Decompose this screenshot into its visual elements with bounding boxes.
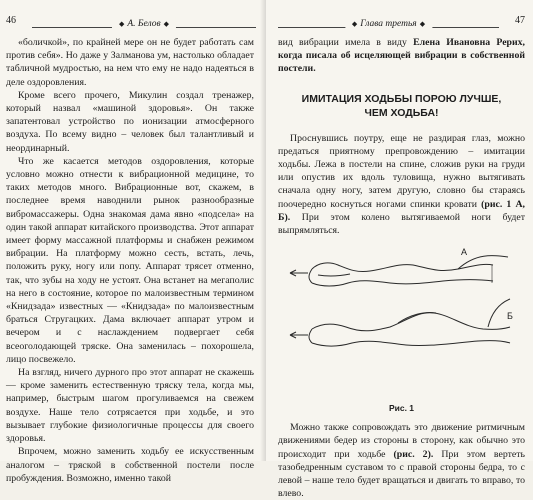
right-page-body xyxy=(278,36,525,500)
right-running-title xyxy=(345,17,432,31)
figure-caption: Рис. 1 xyxy=(388,403,415,414)
diamond-ornament-icon: ◆ xyxy=(118,20,125,28)
figure-1 xyxy=(278,243,525,415)
right-running-title-text: Глава третья xyxy=(360,19,417,29)
para2-text-end: При этом вертеть тазобедренным суставом то с правой стороны бедра, то с левой – наше тело будет вращаться и двигать то вправо, то влево. xyxy=(278,448,525,500)
left-paragraph-2: Кроме всего прочего, Микулин создал тренажер, который назвал «машиной здоровья». Он также запатентовал устройство по ионизации атмосферного воздуха. По всему видно – человек был талантливый и неординарный. xyxy=(6,89,254,154)
figure-a-drawing xyxy=(290,256,508,286)
intro-bold-text: Елена Ивановна Рерих, когда писала об исцеляющей вибрации в собственной постели. xyxy=(278,37,525,75)
left-running-title xyxy=(112,17,176,31)
left-paragraph-3: Что же касается методов оздоровления, которые условно можно отнести к вибрационной медицине, то таких методов много. Вибрационные вот, скажем, в последнее время наводнили рынок разнообразные вибромассажеры. Одна знакомая дама явно «подсела» на один такой аппарат китайского производства. Этот аппарат имеет форму массажной платформы и снабжен режимом вибрации. На платформу можно сесть, встать, лечь, положить руку, ногу или попу. Аппарат трясет отменно, так, что зубы на ходу не устоят. Она встанет на мегаполис на него в состояние, которое по малоизвестным термином «Книдзада» известных — «Книдзада» по малоизвестным браться Стругацких. Дама включает аппарат утром и вечером и с наслаждением подвергает себя всеоголодающей тряске. Она заменилась – похорошела, лицо посвежело. xyxy=(6,155,254,365)
legs-illustration xyxy=(278,243,525,393)
section-heading-line-1: ИМИТАЦИЯ ХОДЬБЫ ПОРОЮ ЛУЧШЕ, xyxy=(301,92,502,105)
section-heading xyxy=(278,92,525,120)
para1-text: Проснувшись поутру, еще не раздирая глаз, можно предаться приятному препровождению – имитации ходьбы. Лежа в постели на спине, сложив руки на груди или опустив их вдоль туловища, нужно вытягивать сначала одну ногу, затем другую, словно бы стараясь поочередно коснуться ногами спинки кровати xyxy=(278,132,525,210)
left-paragraph-1: «боличкой», по крайней мере он не будет работать сам против себя». Но даже у Залманова ум, настолько обладает табличной мудростью, на нем что ему не надо надеяться в деле оздоровления. xyxy=(6,37,254,88)
figure-b-feet xyxy=(309,329,312,343)
right-header-rule xyxy=(278,17,499,28)
figure-a-top-contour xyxy=(312,263,493,272)
figure-label-a: А xyxy=(461,247,468,258)
diamond-ornament-icon: ◆ xyxy=(419,20,426,28)
figure-a-bottom-contour xyxy=(312,280,493,287)
figure-b-drawing xyxy=(290,299,510,346)
para2-figure-ref: (рис. 2). xyxy=(393,448,434,460)
figure-b-top-contour xyxy=(312,313,510,331)
right-page xyxy=(266,0,533,500)
para1-text-end: При этом колено вытягиваемой ноги будет выпрямляться. xyxy=(278,211,525,237)
figure-a-feet xyxy=(309,269,312,283)
left-page-number: 46 xyxy=(6,15,16,26)
left-page xyxy=(0,0,266,484)
intro-text: вид вибрации имела в виду xyxy=(278,37,414,48)
right-running-head xyxy=(278,14,525,28)
left-paragraph-4: На взгляд, ничего дурного про этот аппарат не скажешь — кроме заменить естественную тряску тела, когда мы, например, быстрым шагом прогуливаемся на свежем воздухе. Наше тело сотрясается при ходьбе, и это вызывает глубокие физиологичные процессы для своего здоровья. xyxy=(6,367,254,445)
left-paragraph-5: Впрочем, можно заменить ходьбу ее искусственным аналогом – тряской в собственной постели после пробуждения. Возможно, именно такой xyxy=(6,446,254,484)
left-header-rule xyxy=(32,17,256,28)
figure-label-b: Б xyxy=(507,311,513,322)
figure-a-leg-line xyxy=(318,274,350,276)
left-running-title-text: А. Белов xyxy=(127,19,161,29)
diamond-ornament-icon: ◆ xyxy=(163,20,170,28)
left-page-body xyxy=(6,36,254,485)
para2-text: Можно также сопровождать это движение ритмичным движениями бедер из стороны в сторону, как обычно это происходит при ходьбе xyxy=(278,422,525,460)
section-heading-line-2: ЧЕМ ХОДЬБА! xyxy=(364,106,439,119)
right-page-number: 47 xyxy=(515,15,525,26)
left-running-head xyxy=(6,14,256,28)
para1-figure-ref: (рис. 1 А, Б). xyxy=(278,198,525,223)
figure-b-bottom-contour xyxy=(312,341,510,346)
diamond-ornament-icon: ◆ xyxy=(351,20,358,28)
right-intro-paragraph xyxy=(278,36,525,76)
right-paragraph-1 xyxy=(278,132,525,238)
